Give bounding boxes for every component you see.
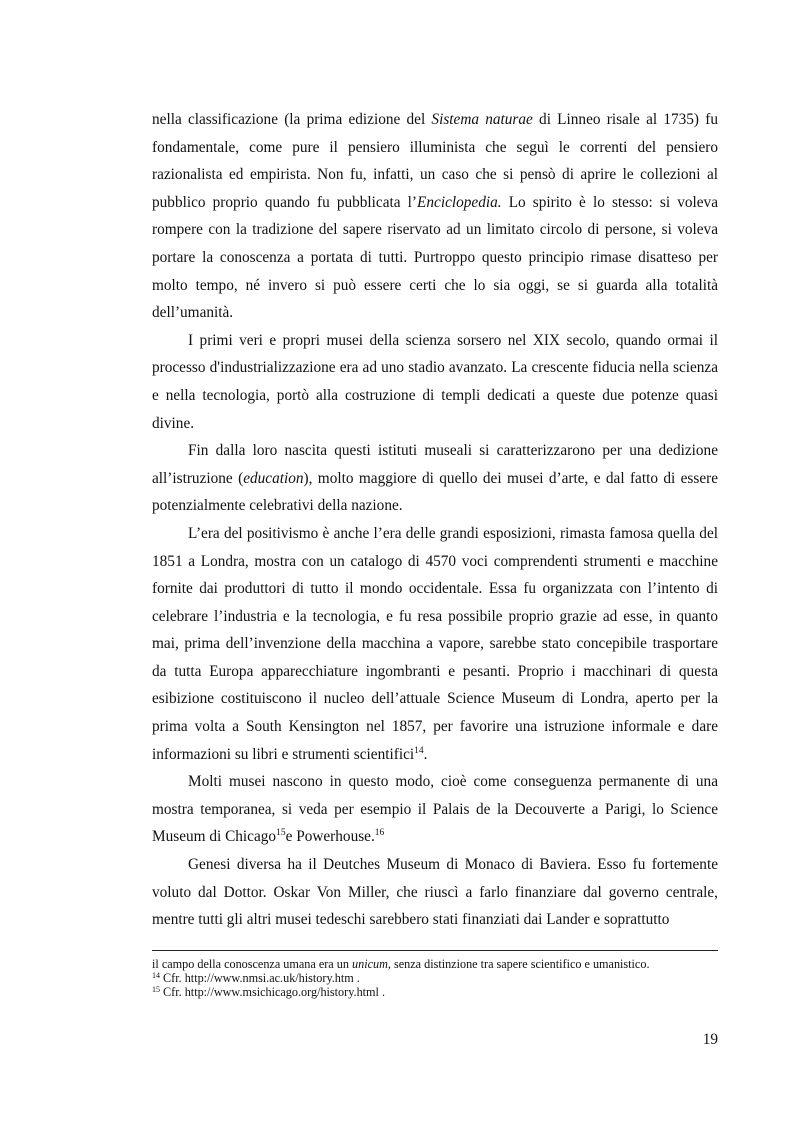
page-number: 19 [702,1031,718,1048]
text-run: Lo spirito è lo stesso: si voleva rompere con la tradizione del sapere riservato ad un limitato circolo di persone, si voleva portare la conoscenza a portata di tutti. Purtroppo questo principio rimase disatteso per molto tempo, né invero si può essere certi che lo sia oggi, se si guarda alla totalità dell’umanità. [152,193,718,322]
text-run: nella classificazione (la prima edizione del [152,111,432,128]
footnote [152,971,718,985]
footnote [152,985,718,999]
body-text [152,106,718,934]
footnote-ref: 15 [276,828,286,839]
text-run: ), molto maggiore di quello dei musei d’arte, e dal fatto di essere potenzialmente celebrativi della nazione. [152,469,719,515]
text-run: Genesi diversa ha il Deutches Museum di Monaco di Baviera. Esso fu fortemente voluto dal Dottor. Oskar Von Miller, che riuscì a farlo finanziare dal governo centrale, mentre tutti gli altri musei tedeschi sarebbero stati finanziati dai Lander e soprattutto [152,856,718,929]
italic-text: Enciclopedia. [417,193,502,211]
paragraph [152,327,718,437]
italic-text: unicum, [352,957,391,971]
footnote-ref: 15 [152,985,160,994]
footnote-ref: 14 [152,971,160,980]
paragraph [152,768,718,851]
footnote-ref: 14 [414,745,424,756]
footnotes [152,957,718,999]
footnote-ref: 16 [374,828,385,839]
text-run: Fin dalla loro nascita questi istituti museali si caratterizzarono per una dedizione all’istruzione ( [152,442,718,487]
text-run: I primi veri e propri musei della scienza sorsero nel XIX secolo, quando ormai il processo d'industrializzazione era ad uno stadio avanzato. La crescente fiducia nella scienza e nella tecnologia, portò alla costruzione di templi dedicati a queste due potenze quasi divine. [152,331,718,432]
paragraph [152,851,718,934]
text-run: Molti musei nascono in questo modo, cioè come conseguenza permanente di una mostra temporanea, si veda per esempio il Palais de la Decouverte a Parigi, lo Science Museum di Chicago [152,773,718,846]
text-run: Cfr. http://www.msichicago.org/history.html . [160,985,386,999]
italic-text: Sistema naturae [431,111,533,128]
footnote-separator [152,950,718,951]
text-run: Cfr. http://www.nmsi.ac.uk/history.htm . [160,971,360,985]
text-run: di Linneo risale al 1735) fu fondamentale, come pure il pensiero illuminista che seguì le correnti del pensiero razionalista ed empirista. Non fu, infatti, un caso che si pensò di aprire le collezioni al pubblico proprio quando fu pubblicata l’ [152,111,718,211]
footnote [152,957,718,971]
paragraph [152,106,718,327]
paragraph [152,520,718,768]
text-run: L’era del positivismo è anche l’era delle grandi esposizioni, rimasta famosa quella del 1851 a Londra, mostra con un catalogo di 4570 voci comprendenti strumenti e macchine fornite dai produttori di tutto il mondo occidentale. Essa fu organizzata con l’intento di celebrare l’industria e la tecnologia, e fu resa possibile proprio grazie ad esse, in quanto mai, prima dell’invenzione della macchina a vapore, sarebbe stato concepibile trasportare da tutta Europa apparecchiature ingombranti e pesanti. Proprio i macchinari di questa esibizione costituiscono il nucleo dell’attuale Science Museum di Londra, aperto per la prima volta a South Kensington nel 1857, per favorire una istruzione informale e dare informazioni su libri e strumenti scientifici [152,524,718,763]
text-run: . [423,745,428,763]
text-run: il campo della conoscenza umana era un [152,957,352,971]
text-run: e Powerhouse. [285,828,375,846]
paragraph [152,437,718,520]
text-run: senza distinzione tra sapere scientifico e umanistico. [390,957,650,971]
italic-text: education [243,469,304,487]
